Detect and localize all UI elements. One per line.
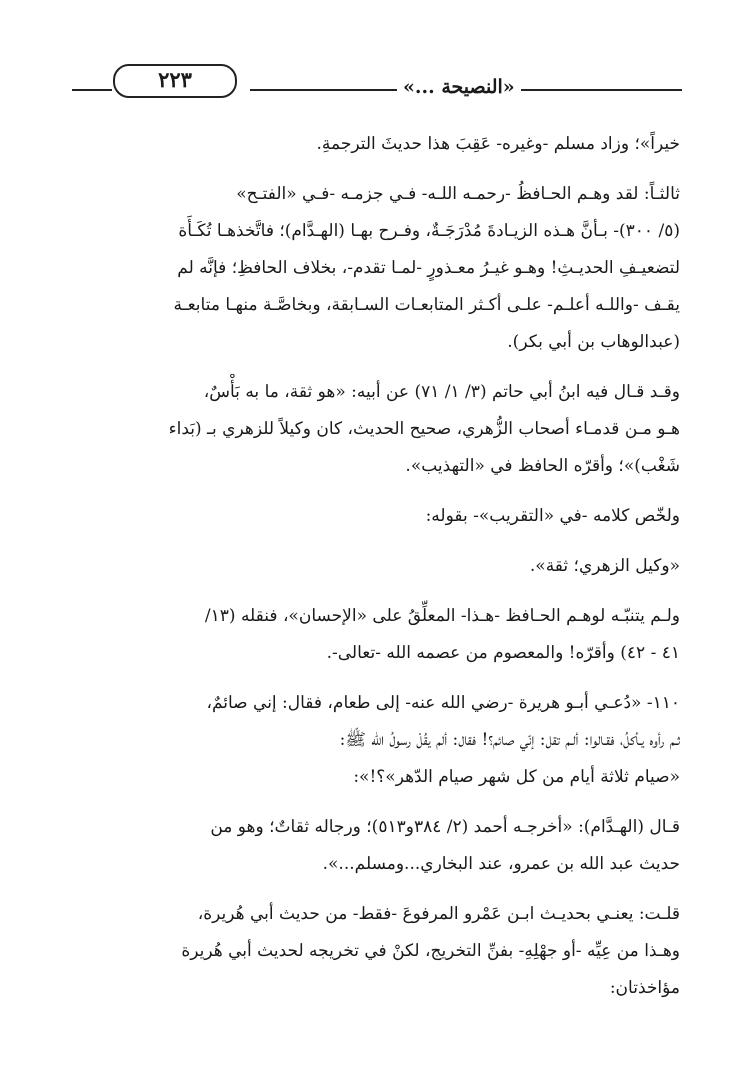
text-line: لتضعيـفِ الحديـثِ! وهـو غيـرُ معـذورٍ -لمـا تقدم-، بخلاف الحافظِ؛ فإنَّه لم: [177, 258, 680, 278]
text-line: يقـف -واللـه أعلـم- علـى أكـثر المتابعـات السـابقة، وبخاصَّـة منهـا متابعـة: [173, 295, 680, 315]
text-line: شَغْب)»؛ وأقرّه الحافظ في «التهذيب».: [405, 456, 680, 476]
page-body: [62, 126, 680, 1007]
text-line: ولخّص كلامه -في «التقريب»- بقوله:: [425, 506, 680, 526]
text-line: «وكيل الزهري؛ ثقة».: [529, 556, 680, 576]
text-line: (عبدالوهاب بن أبي بكر).: [507, 332, 680, 352]
text-line: «صيام ثلاثة أيام من كل شهر صيام الدّهر»؟!»:: [353, 767, 680, 787]
text-line: ١١٠- «دُعـي أبـو هريرة -رضي الله عنه- إلى طعام، فقال: إني صائمٌ،: [206, 693, 680, 713]
text-line: حديث عبد الله بن عمرو، عند البخاري...ومسلم...».: [322, 854, 680, 874]
text-line: ولـم يتنبّـه لوهـم الحـافظ -هـذا- المعلِّقُ على «الإحسان»، فنقله (١٣/: [204, 606, 680, 626]
text-line: قـال (الهـدَّام): «أخرجـه أحمد (٢/ ٣٨٤و٥١٣)؛ ورجاله ثقاتٌ؛ وهو من: [210, 817, 680, 837]
text-line: ثـم رأوه يـأكلُ، فقـالوا: ألـم تقل: إنّي صائم؟! فقال: ألم يقُلْ رسولُ الله ﷺ:: [339, 730, 680, 750]
text-line: ٤١ - ٤٢) وأقرّه! والمعصوم من عصمه الله -تعالى-.: [326, 643, 680, 663]
text-line: وهـذا من عِيِّه -أو جهْلِهِ- بفنِّ التخريج، لكنْ في تخريجه لحديث أبي هُريرة: [181, 941, 680, 961]
text-line: هـو مـن قدمـاء أصحاب الزُّهري، صحيح الحديث، كان وكيلاً للزهري بـ (بَداء: [168, 419, 680, 439]
text-line: وقـد قـال فيه ابنُ أبي حاتم (٣/ ١/ ٧١) عن أبيه: «هو ثقة، ما به بَأْسٌ،: [203, 382, 680, 402]
text-line: (٥/ ٣٠٠)- بـأنَّ هـذه الزيـادةَ مُدْرَجَـةٌ، وفـرح بهـا (الهـدَّام)؛ فاتَّخذهـا تُكَـأَة: [178, 221, 680, 241]
page-header: [72, 62, 682, 102]
text-line: قلـت: يعنـي بحديـث ابـن عَمْرو المرفوعَ -فقط- من حديث أبي هُريرة،: [197, 904, 680, 924]
header-rule-left: [72, 89, 112, 91]
running-title: «النصيحة ...»: [397, 76, 521, 98]
text-line: خيراً»؛ وزاد مسلم -وغيره- عَقِبَ هذا حديثَ الترجمةِ.: [316, 134, 680, 154]
page-number: ٢٢٣: [113, 64, 237, 98]
text-line: مؤاخذتان:: [609, 978, 680, 998]
text-line: ثالثـاً: لقد وهـم الحـافظُ -رحمـه اللـه- فـي جزمـه -فـي «الفتـح»: [236, 184, 680, 204]
